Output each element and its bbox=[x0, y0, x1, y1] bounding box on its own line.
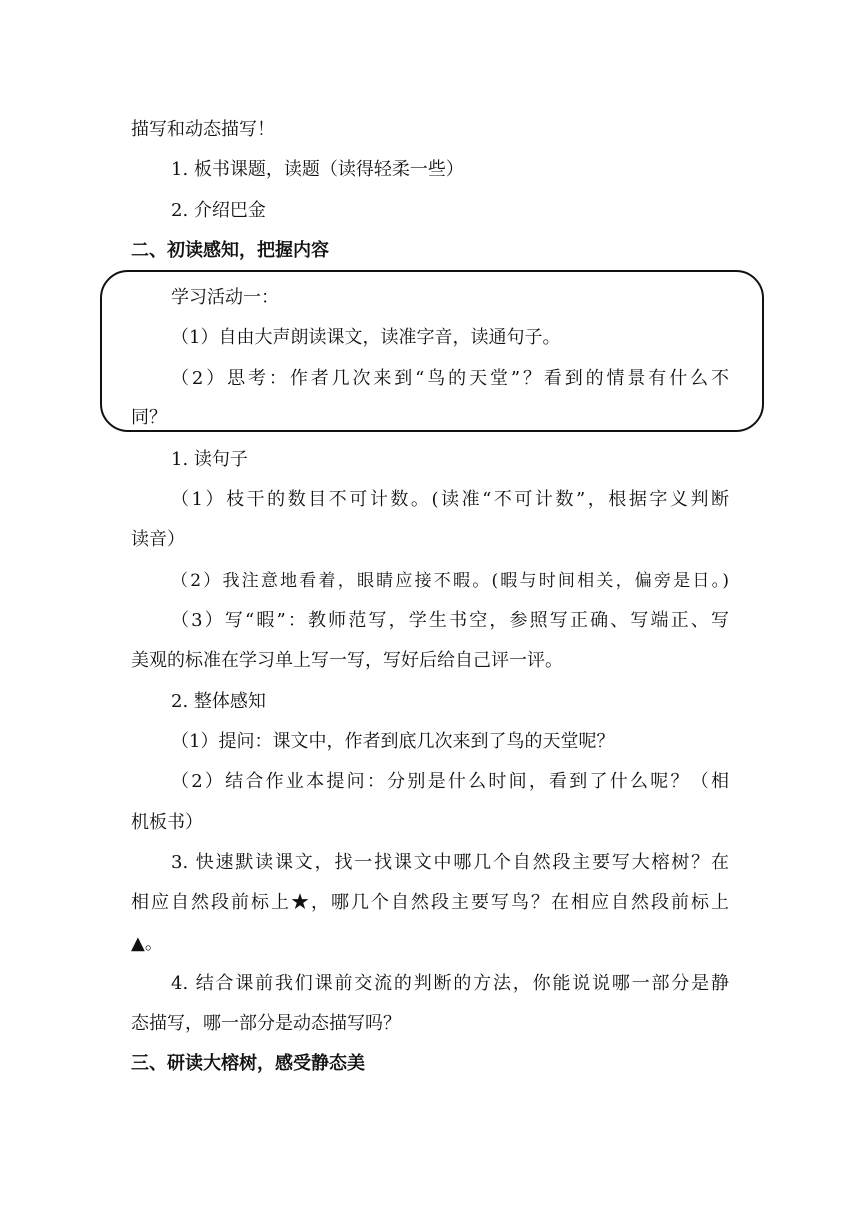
text-line: 描写和动态描写！ bbox=[131, 119, 275, 140]
text-line: （3）写“暇”：教师范写，学生书空，参照写正确、写端正、写 bbox=[171, 610, 729, 631]
section-heading: 二、初读感知，把握内容 bbox=[131, 240, 329, 261]
text-line: 3. 快速默读课文，找一找课文中哪几个自然段主要写大榕树？在 bbox=[171, 852, 729, 873]
text-line: 读音） bbox=[131, 529, 185, 550]
text-line: 2. 整体感知 bbox=[171, 691, 266, 712]
text-line: 4. 结合课前我们课前交流的判断的方法，你能说说哪一部分是静 bbox=[171, 973, 729, 994]
text-line: 1. 读句子 bbox=[171, 449, 248, 470]
section-heading: 三、研读大榕树，感受静态美 bbox=[131, 1053, 365, 1074]
text-line: （2）结合作业本提问：分别是什么时间，看到了什么呢？（相 bbox=[171, 771, 729, 792]
text-line: （2）我注意地看着，眼睛应接不暇。(暇与时间相关，偏旁是日。) bbox=[171, 571, 729, 591]
box-line: 同？ bbox=[131, 407, 167, 428]
box-line: （1）自由大声朗读课文，读准字音，读通句子。 bbox=[171, 327, 561, 348]
text-line: 美观的标准在学习单上写一写，写好后给自己评一评。 bbox=[131, 650, 563, 671]
text-line: 2. 介绍巴金 bbox=[171, 200, 266, 221]
text-line: 机板书） bbox=[131, 812, 203, 833]
text-line: 态描写，哪一部分是动态描写吗？ bbox=[131, 1013, 401, 1034]
text-line: ▲。 bbox=[131, 933, 163, 954]
text-line: 相应自然段前标上★，哪几个自然段主要写鸟？在相应自然段前标上 bbox=[131, 892, 729, 913]
box-line: （2）思考：作者几次来到“鸟的天堂”？看到的情景有什么不 bbox=[171, 368, 729, 389]
text-line: （1）提问：课文中，作者到底几次来到了鸟的天堂呢？ bbox=[171, 731, 615, 752]
box-title: 学习活动一： bbox=[171, 287, 279, 308]
text-line: （1）枝干的数目不可计数。(读准“不可计数”，根据字义判断 bbox=[171, 489, 729, 510]
text-line: 1. 板书课题，读题（读得轻柔一些） bbox=[171, 159, 464, 180]
